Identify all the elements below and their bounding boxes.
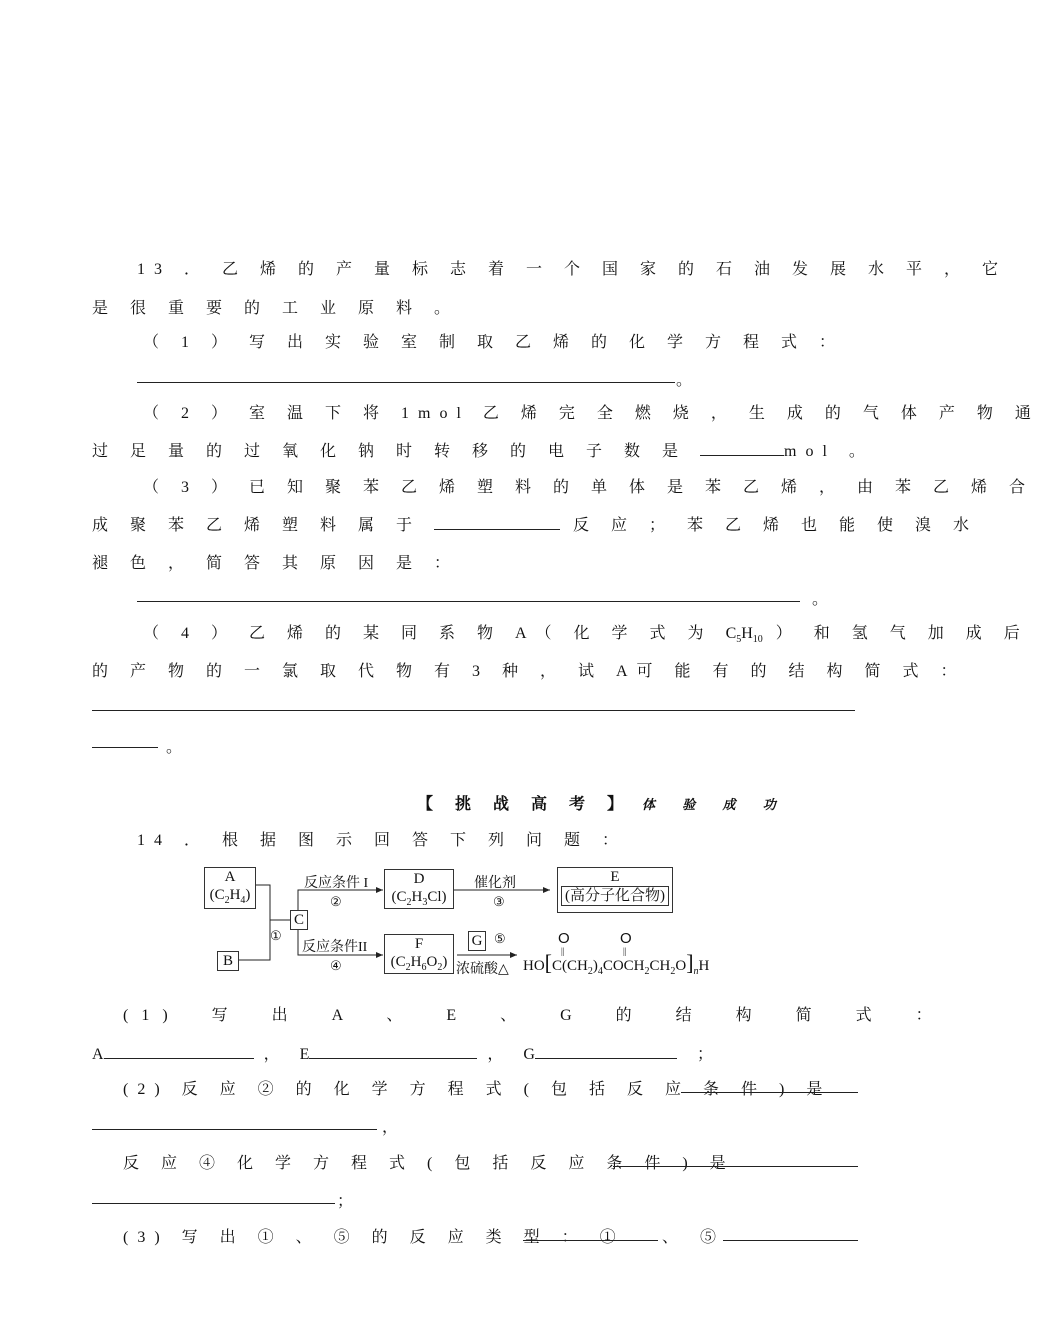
compound-a-name: A <box>224 869 236 885</box>
section-title: 【 挑 战 高 考 】 <box>417 796 633 813</box>
answer-line[interactable] <box>137 601 800 602</box>
period: 。 <box>676 372 693 389</box>
q14-sub3: (3) 写 出 ① 、 ⑤ 的 反 应 类 型 ： ① <box>123 1229 625 1246</box>
polymer-structure: O O || || $HO[C(CH_2)_4COCH_2CH_2O]_nH$ <box>523 930 710 977</box>
compound-d-box <box>384 869 454 909</box>
section-subtitle: 体 验 成 功 <box>642 797 788 812</box>
section-heading <box>417 791 788 814</box>
compound-a-box <box>204 867 256 909</box>
q13-part4a <box>143 620 1029 645</box>
answer-line[interactable] <box>92 1203 335 1204</box>
q13-part4a-pre: （ 4 ） 乙 烯 的 某 同 系 物 A（ 化 学 式 为 <box>143 625 713 642</box>
compound-f-formula: $(C_2H_6O_2)$ <box>390 954 448 973</box>
compound-a-formula: $(C_2H_4)$ <box>209 887 251 906</box>
acid-label: 浓硫酸△ <box>456 962 509 977</box>
q13-part2b <box>92 438 874 461</box>
comma: ， <box>382 1119 399 1136</box>
q13-part3b <box>92 512 978 535</box>
answer-line[interactable] <box>92 747 158 748</box>
step-5-label: ⑤ <box>494 931 506 946</box>
q13-part2a: （ 2 ） 室 温 下 将 1mol 乙 烯 完 全 燃 烧 ， 生 成 的 气 体 产 物 通 <box>143 405 1040 422</box>
formula-c5h10: $C_5H_{10}$ <box>725 625 763 646</box>
condition-2-label: 反应条件II <box>302 940 368 955</box>
q13-part3b-post: 反 应 ； 苯 乙 烯 也 能 使 溴 水 <box>573 517 979 534</box>
answer-line[interactable] <box>137 382 675 383</box>
answer-a-label: A <box>92 1046 104 1063</box>
q14-sub2b: 反 应 ④ 化 学 方 程 式 ( 包 括 反 应 条 件 ) 是 <box>123 1155 735 1172</box>
q14-sub1-answers <box>92 1041 713 1064</box>
compound-c-box: C <box>290 910 308 930</box>
q14-sub1: (1) 写 出 A 、 E 、 G 的 结 构 简 式 ： <box>123 1007 945 1024</box>
compound-f-name: F <box>414 936 424 952</box>
compound-d-formula: $(C_2H_3Cl)$ <box>391 889 447 908</box>
answer-e-label: E <box>299 1046 310 1063</box>
compound-f-box <box>384 934 454 974</box>
semicolon: ； <box>696 1046 713 1063</box>
compound-d-name: D <box>413 871 425 887</box>
q14-intro: 14 ． 根 据 图 示 回 答 下 列 问 题 ： <box>137 832 628 849</box>
compound-b-box: B <box>217 951 239 971</box>
answer-e-blank[interactable] <box>309 1044 477 1059</box>
step-3-label: ③ <box>493 894 505 909</box>
q13-part4b: 的 产 物 的 一 氯 取 代 物 有 3 种 ， 试 A可 能 有 的 结 构 简 式 ： <box>92 663 966 680</box>
answer-blank[interactable] <box>700 441 784 456</box>
period: 。 <box>812 591 829 608</box>
answer-line[interactable] <box>723 1240 858 1241</box>
catalyst-label: 催化剂 <box>474 876 516 891</box>
q13-part3c: 褪 色 ， 简 答 其 原 因 是 ： <box>92 555 460 572</box>
answer-line[interactable] <box>613 1166 858 1167</box>
semicolon: ； <box>337 1193 354 1210</box>
comma: ， <box>263 1046 280 1063</box>
compound-e-name: E <box>610 869 620 885</box>
q13-part2b-pre: 过 足 量 的 过 氧 化 钠 时 转 移 的 电 子 数 是 <box>92 443 688 460</box>
answer-line[interactable] <box>92 710 855 711</box>
answer-g-blank[interactable] <box>535 1044 677 1059</box>
compound-g-box: G <box>468 931 486 951</box>
q13-part3a: （ 3 ） 已 知 聚 苯 乙 烯 塑 料 的 单 体 是 苯 乙 烯 ， 由 苯 乙 烯 合 <box>143 479 1035 496</box>
q13-part4a-post: ） 和 氢 气 加 成 后 <box>775 625 1029 642</box>
answer-line[interactable] <box>92 1129 377 1130</box>
comma: ， <box>487 1046 504 1063</box>
answer-a-blank[interactable] <box>104 1044 254 1059</box>
answer-line[interactable] <box>681 1092 858 1093</box>
answer-line[interactable] <box>523 1240 658 1241</box>
period: 。 <box>166 739 183 756</box>
q13-part3b-pre: 成 聚 苯 乙 烯 塑 料 属 于 <box>92 517 422 534</box>
answer-g-label: G <box>523 1046 535 1063</box>
connector-b <box>238 920 270 960</box>
compound-e-box <box>557 867 673 913</box>
q13-part2b-post: mol 。 <box>784 443 874 460</box>
condition-1-label: 反应条件 I <box>304 876 369 891</box>
q13-line2: 是 很 重 要 的 工 业 原 料 。 <box>92 300 460 317</box>
q14-sub3-sep: 、 ⑤ <box>662 1229 726 1246</box>
step-4-label: ④ <box>330 958 342 973</box>
q13-line1: 13 ． 乙 烯 的 产 量 标 志 着 一 个 国 家 的 石 油 发 展 水 平 ， 它 <box>137 261 1008 278</box>
connector-a <box>255 885 291 920</box>
compound-e-desc: (高分子化合物) <box>561 886 669 906</box>
step-2-label: ② <box>330 894 342 909</box>
q13-part1: （ 1 ） 写 出 实 验 室 制 取 乙 烯 的 化 学 方 程 式 ： <box>143 334 845 351</box>
q14-sub2: (2) 反 应 ② 的 化 学 方 程 式 ( 包 括 反 应 条 件 ) 是 <box>123 1081 832 1098</box>
answer-blank[interactable] <box>434 515 560 530</box>
step-1-label: ① <box>270 928 282 943</box>
